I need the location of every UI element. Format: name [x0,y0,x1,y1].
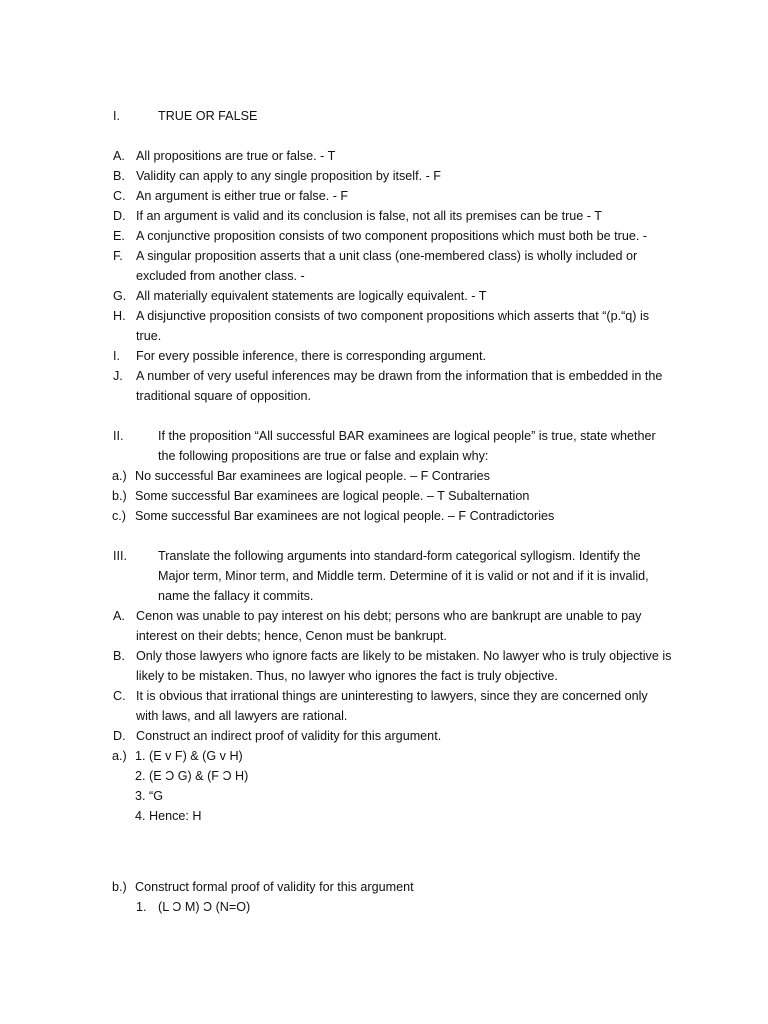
item-text: Construct an indirect proof of validity for this argument. [136,729,442,743]
item-text-continued: with laws, and all lawyers are rational. [136,709,348,723]
proof-step: 3. “G [135,789,163,803]
item-text-continued: interest on their debts; hence, Cenon must be bankrupt. [136,629,447,643]
item-label: A. [113,609,125,623]
proof-step: 4. Hence: H [135,809,202,823]
item-label: C. [113,689,126,703]
item-text: A singular proposition asserts that a unit class (one-membered class) is wholly included or [136,249,638,263]
section-2-heading: If the proposition “All successful BAR examinees are logical people” is true, state whether [158,429,656,443]
item-label: H. [113,309,126,323]
item-text: For every possible inference, there is corresponding argument. [136,349,487,363]
proof-step: 1. (E v F) & (G v H) [135,749,243,763]
proof-b-title: Construct formal proof of validity for this argument [135,880,414,894]
section-3-heading-continued: name the fallacy it commits. [158,589,314,603]
item-label: C. [113,189,126,203]
item-label: D. [113,209,126,223]
item-text: An argument is either true or false. - F [136,189,349,203]
item-label: B. [113,649,125,663]
item-text: Cenon was unable to pay interest on his debt; persons who are bankrupt are unable to pay [136,609,642,623]
section-1-heading: TRUE OR FALSE [158,109,258,123]
section-3-numeral: III. [113,549,127,563]
section-3-heading-continued: Major term, Minor term, and Middle term. Determine of it is valid or not and if it is invalid, [158,569,649,583]
item-label: B. [113,169,125,183]
item-label: I. [113,349,120,363]
item-text: All materially equivalent statements are logically equivalent. - T [136,289,487,303]
item-text: No successful Bar examinees are logical people. – F Contraries [135,469,490,483]
item-text: Some successful Bar examinees are not logical people. – F Contradictories [135,509,555,523]
item-text: A disjunctive proposition consists of two component propositions which asserts that “(p.“q) is [136,309,650,323]
proof-step: 2. (E Ɔ G) & (F Ɔ H) [135,769,249,783]
item-label: A. [113,149,125,163]
section-1-numeral: I. [113,109,120,123]
item-text-continued: excluded from another class. - [136,269,305,283]
item-text: Validity can apply to any single proposition by itself. - F [136,169,441,183]
item-label: c.) [112,509,126,523]
item-text-continued: likely to be mistaken. Thus, no lawyer who ignores the fact is truly objective. [136,669,558,683]
proof-a-label: a.) [112,749,127,763]
section-2-heading-continued: the following propositions are true or false and explain why: [158,449,489,463]
item-text-continued: traditional square of opposition. [136,389,312,403]
section-3-heading: Translate the following arguments into standard-form categorical syllogism. Identify the [158,549,641,563]
item-text: All propositions are true or false. - T [136,149,336,163]
item-text: A conjunctive proposition consists of two component propositions which must both be true. - [136,229,648,243]
proof-b-label: b.) [112,880,127,894]
item-text: Only those lawyers who ignore facts are likely to be mistaken. No lawyer who is truly objective is [136,649,672,663]
item-label: E. [113,229,125,243]
item-text-continued: true. [136,329,162,343]
item-text: Some successful Bar examinees are logical people. – T Subalternation [135,489,530,503]
proof-step-number: 1. [136,900,147,914]
item-text: It is obvious that irrational things are uninteresting to lawyers, since they are concerned only [136,689,648,703]
item-label: b.) [112,489,127,503]
item-label: F. [113,249,123,263]
item-label: J. [113,369,123,383]
item-text: A number of very useful inferences may be drawn from the information that is embedded in the [136,369,663,383]
item-text: If an argument is valid and its conclusion is false, not all its premises can be true - T [136,209,602,223]
item-label: D. [113,729,126,743]
proof-step: (L Ɔ M) Ɔ (N=O) [158,900,251,914]
item-label: G. [113,289,127,303]
item-label: a.) [112,469,127,483]
section-2-numeral: II. [113,429,124,443]
